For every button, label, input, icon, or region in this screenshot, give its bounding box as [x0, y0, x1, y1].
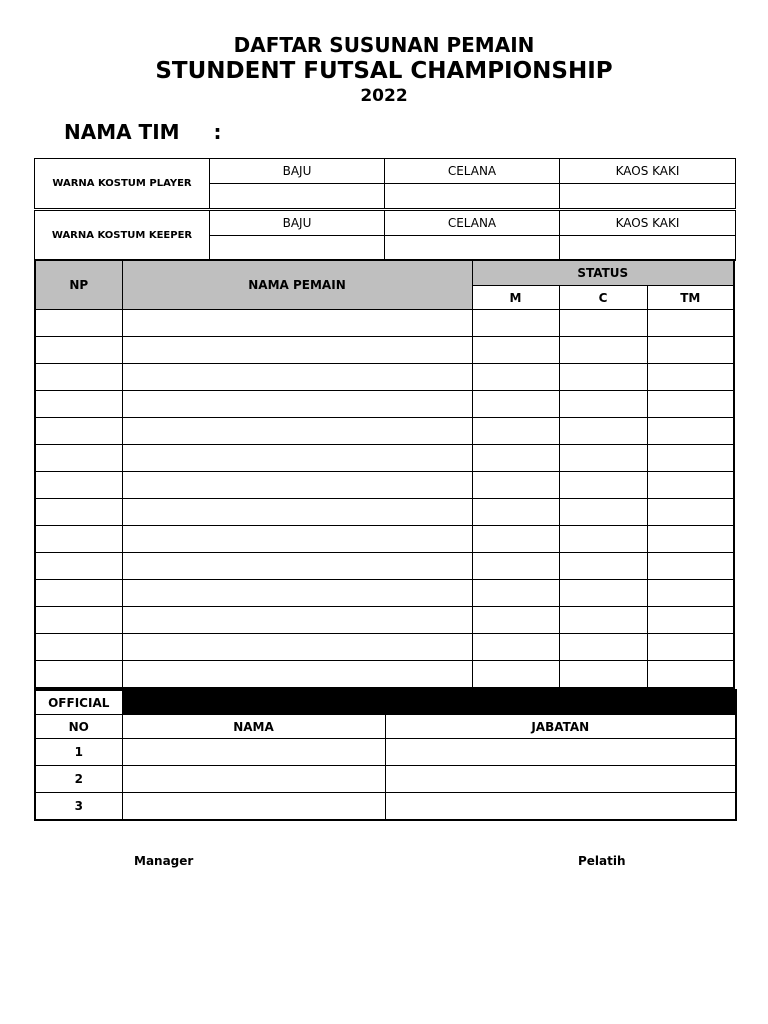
table-row	[35, 580, 734, 607]
status-c-cell[interactable]	[559, 418, 647, 445]
official-no-header: NO	[35, 715, 122, 739]
keeper-shorts-header: CELANA	[385, 211, 560, 236]
players-table	[34, 259, 735, 689]
player-name-cell[interactable]	[122, 391, 472, 418]
status-tm-cell[interactable]	[647, 634, 734, 661]
status-tm-cell[interactable]	[647, 526, 734, 553]
np-column-header: NP	[35, 260, 122, 310]
status-c-cell[interactable]	[559, 553, 647, 580]
player-name-cell[interactable]	[122, 580, 472, 607]
status-c-header: C	[559, 286, 647, 310]
player-np-cell[interactable]	[35, 337, 122, 364]
status-m-cell[interactable]	[472, 337, 559, 364]
status-tm-cell[interactable]	[647, 553, 734, 580]
player-shorts-header: CELANA	[385, 159, 560, 184]
official-row-number: 3	[35, 793, 122, 821]
player-shirt-header: BAJU	[210, 159, 385, 184]
status-m-cell[interactable]	[472, 499, 559, 526]
player-name-cell[interactable]	[122, 472, 472, 499]
status-tm-cell[interactable]	[647, 337, 734, 364]
team-name-row	[64, 120, 222, 144]
keeper-socks-cell[interactable]	[560, 236, 736, 261]
status-tm-cell[interactable]	[647, 580, 734, 607]
status-c-cell[interactable]	[559, 310, 647, 337]
table-row	[35, 634, 734, 661]
table-row	[35, 739, 736, 766]
player-name-column-header: NAMA PEMAIN	[122, 260, 472, 310]
document-title: DAFTAR SUSUNAN PEMAIN	[233, 33, 535, 57]
player-socks-cell[interactable]	[560, 184, 736, 209]
keeper-socks-header: KAOS KAKI	[560, 211, 736, 236]
player-np-cell[interactable]	[35, 499, 122, 526]
status-c-cell[interactable]	[559, 607, 647, 634]
player-name-cell[interactable]	[122, 499, 472, 526]
manager-signature-label: Manager	[134, 854, 194, 868]
team-name-colon: :	[213, 120, 222, 144]
player-name-cell[interactable]	[122, 553, 472, 580]
status-tm-header: TM	[647, 286, 734, 310]
status-m-cell[interactable]	[472, 661, 559, 689]
player-np-cell[interactable]	[35, 445, 122, 472]
status-tm-cell[interactable]	[647, 499, 734, 526]
status-c-cell[interactable]	[559, 526, 647, 553]
table-row	[35, 793, 736, 821]
status-c-cell[interactable]	[559, 661, 647, 689]
status-c-cell[interactable]	[559, 445, 647, 472]
status-m-cell[interactable]	[472, 472, 559, 499]
status-m-cell[interactable]	[472, 310, 559, 337]
official-role-cell[interactable]	[385, 793, 736, 821]
status-m-cell[interactable]	[472, 553, 559, 580]
official-name-header: NAMA	[122, 715, 385, 739]
player-np-cell[interactable]	[35, 526, 122, 553]
keeper-shorts-cell[interactable]	[385, 236, 560, 261]
event-year: 2022	[360, 86, 408, 106]
player-name-cell[interactable]	[122, 526, 472, 553]
official-table	[34, 689, 737, 821]
players-table-body	[35, 310, 734, 689]
status-tm-cell[interactable]	[647, 472, 734, 499]
player-np-cell[interactable]	[35, 553, 122, 580]
status-m-cell[interactable]	[472, 445, 559, 472]
official-role-header: JABATAN	[385, 715, 736, 739]
table-row	[35, 364, 734, 391]
official-role-cell[interactable]	[385, 766, 736, 793]
status-m-cell[interactable]	[472, 607, 559, 634]
status-c-cell[interactable]	[559, 634, 647, 661]
status-tm-cell[interactable]	[647, 391, 734, 418]
player-name-cell[interactable]	[122, 634, 472, 661]
player-np-cell[interactable]	[35, 634, 122, 661]
table-row	[35, 310, 734, 337]
status-m-cell[interactable]	[472, 391, 559, 418]
player-costume-table	[34, 158, 736, 209]
official-name-cell[interactable]	[122, 793, 385, 821]
table-row	[35, 337, 734, 364]
table-row	[35, 553, 734, 580]
player-name-cell[interactable]	[122, 418, 472, 445]
status-m-cell[interactable]	[472, 634, 559, 661]
table-row	[35, 661, 734, 689]
player-name-cell[interactable]	[122, 661, 472, 689]
official-role-cell[interactable]	[385, 739, 736, 766]
status-column-header: STATUS	[472, 260, 734, 286]
status-m-cell[interactable]	[472, 526, 559, 553]
keeper-costume-table	[34, 210, 736, 261]
player-np-cell[interactable]	[35, 661, 122, 689]
player-np-cell[interactable]	[35, 580, 122, 607]
table-row	[35, 472, 734, 499]
player-shorts-cell[interactable]	[385, 184, 560, 209]
status-c-cell[interactable]	[559, 499, 647, 526]
player-np-cell[interactable]	[35, 607, 122, 634]
player-np-cell[interactable]	[35, 364, 122, 391]
document-header	[0, 32, 768, 108]
player-name-cell[interactable]	[122, 445, 472, 472]
table-row	[35, 607, 734, 634]
table-row	[35, 391, 734, 418]
official-title: OFFICIAL	[35, 690, 122, 715]
table-row	[35, 445, 734, 472]
status-m-header: M	[472, 286, 559, 310]
official-name-cell[interactable]	[122, 766, 385, 793]
table-row	[35, 499, 734, 526]
table-row	[35, 418, 734, 445]
team-name-label: NAMA TIM	[64, 120, 180, 144]
keeper-shirt-cell[interactable]	[210, 236, 385, 261]
official-row-number: 2	[35, 766, 122, 793]
keeper-shirt-header: BAJU	[210, 211, 385, 236]
player-name-cell[interactable]	[122, 607, 472, 634]
status-c-cell[interactable]	[559, 472, 647, 499]
event-name: STUNDENT FUTSAL CHAMPIONSHIP	[155, 58, 613, 84]
table-row	[35, 526, 734, 553]
player-costume-label: WARNA KOSTUM PLAYER	[35, 159, 210, 209]
status-c-cell[interactable]	[559, 391, 647, 418]
player-np-cell[interactable]	[35, 418, 122, 445]
status-m-cell[interactable]	[472, 364, 559, 391]
status-c-cell[interactable]	[559, 364, 647, 391]
table-row	[35, 766, 736, 793]
status-m-cell[interactable]	[472, 418, 559, 445]
status-c-cell[interactable]	[559, 580, 647, 607]
official-row-number: 1	[35, 739, 122, 766]
official-title-bar	[122, 690, 736, 715]
player-name-cell[interactable]	[122, 310, 472, 337]
status-m-cell[interactable]	[472, 580, 559, 607]
player-np-cell[interactable]	[35, 310, 122, 337]
status-tm-cell[interactable]	[647, 310, 734, 337]
player-np-cell[interactable]	[35, 472, 122, 499]
status-tm-cell[interactable]	[647, 607, 734, 634]
coach-signature-label: Pelatih	[578, 854, 626, 868]
status-tm-cell[interactable]	[647, 418, 734, 445]
player-shirt-cell[interactable]	[210, 184, 385, 209]
player-name-cell[interactable]	[122, 337, 472, 364]
status-tm-cell[interactable]	[647, 661, 734, 689]
player-name-cell[interactable]	[122, 364, 472, 391]
status-tm-cell[interactable]	[647, 445, 734, 472]
status-c-cell[interactable]	[559, 337, 647, 364]
keeper-costume-label: WARNA KOSTUM KEEPER	[35, 211, 210, 261]
player-np-cell[interactable]	[35, 391, 122, 418]
status-tm-cell[interactable]	[647, 364, 734, 391]
official-name-cell[interactable]	[122, 739, 385, 766]
player-socks-header: KAOS KAKI	[560, 159, 736, 184]
